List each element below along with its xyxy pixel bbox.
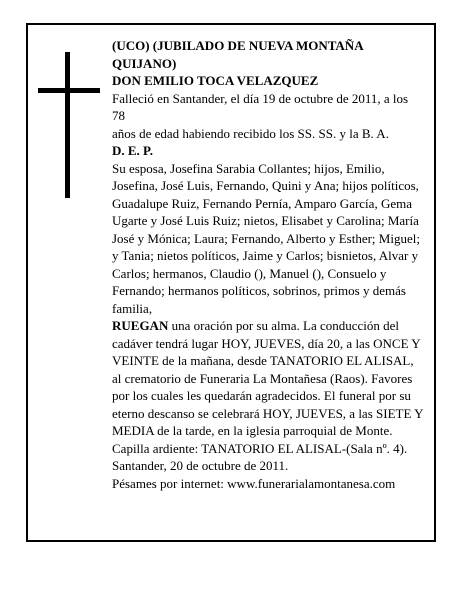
deceased-name: DON EMILIO TOCA VELAZQUEZ <box>112 73 319 88</box>
age-line: años de edad habiendo recibido los SS. SS. y la B. A. <box>112 125 389 141</box>
ruegan-label: RUEGAN <box>112 318 169 333</box>
dep-line: D. E. P. <box>112 143 154 158</box>
obituary-text <box>112 37 424 492</box>
date-line: Santander, 20 de octubre de 2011. <box>112 458 289 473</box>
service-info: una oración por su alma. La conducción del cadáver tendrá lugar HOY, JUEVES, día 20, a las ONCE Y VEINTE de la mañana, desde TANATORIO EL ALISAL, al crematorio de Funeraria La Montañesa (Raos). Favores por los cuales les quedarán agradecidos. El funeral por su eterno descanso se celebrará HOY, JUEVES, a las SIETE Y MEDIA de la tarde, en la iglesia parroquial de Monte. Capilla ardiente: TANATORIO EL ALISAL-(Sala nº. 4). <box>112 318 424 456</box>
condolences-line: Pésames por internet: www.funerarialamontanesa.com <box>112 475 396 491</box>
family-paragraph: Su esposa, Josefina Sarabia Collantes; hijos, Emilio, Josefina, José Luis, Fernando, Quini y Ana; hijos políticos, Guadalupe Ruiz, Fernando Pernía, Amparo García, Gema Ugarte y José Luis Ruiz; nietos, Elisabet y Carolina; María José y Mónica; Laura; Fernando, Alberto y Esther; Miguel; y Tania; nietos políticos, Jaime y Carlos; bisnietos, Alvar y Carlos; hermanos, Claudio (), Manuel (), Consuelo y Fernando; hermanos políticos, sobrinos, primos y demás familia, <box>112 160 420 316</box>
death-line: Falleció en Santander, el día 19 de octubre de 2011, a los 78 <box>112 90 409 123</box>
service-paragraph <box>112 317 424 457</box>
cross-horizontal-bar <box>38 88 100 93</box>
cross-vertical-bar <box>65 52 70 198</box>
header-line: (UCO) (JUBILADO DE NUEVA MONTAÑA QUIJANO) <box>112 38 363 71</box>
cross-icon <box>38 52 100 198</box>
